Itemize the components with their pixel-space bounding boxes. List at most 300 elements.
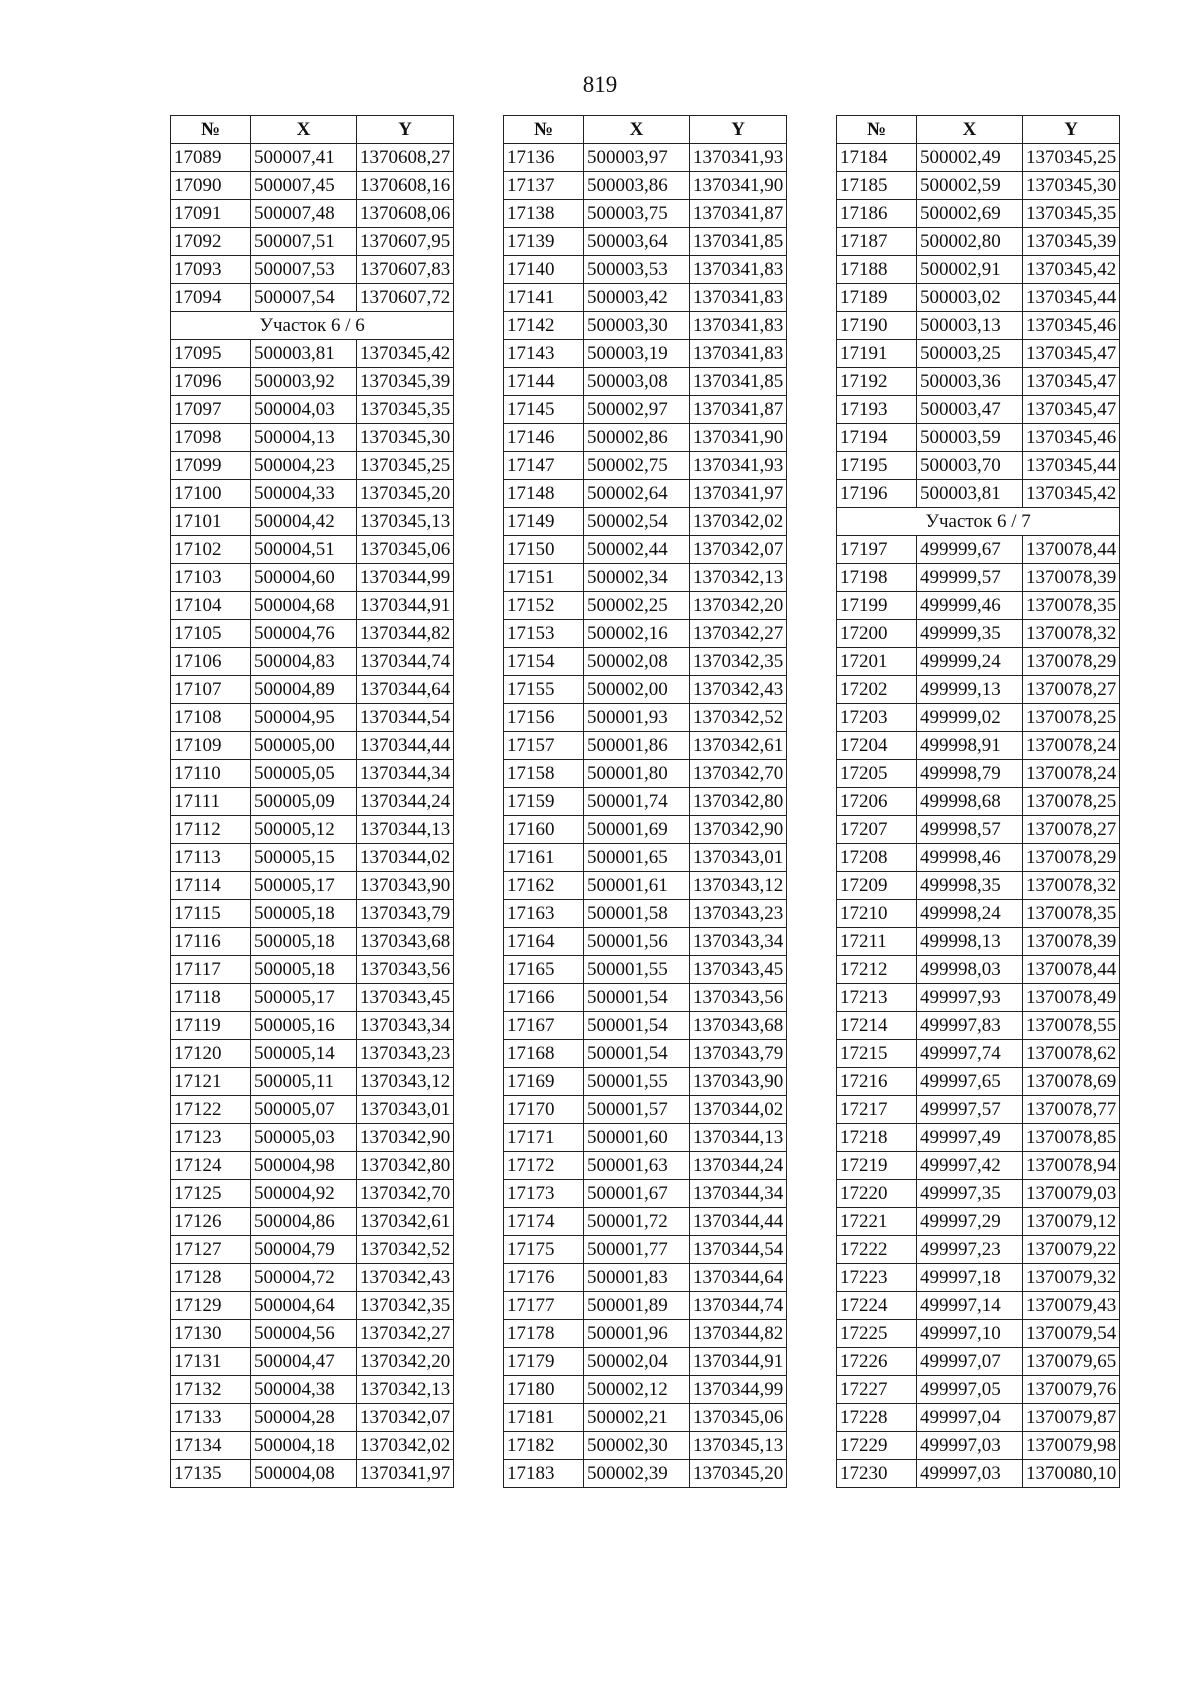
x-coordinate-cell: 500001,63 <box>584 1152 690 1180</box>
table-row <box>837 368 1120 396</box>
section-row <box>837 508 1120 536</box>
point-number-cell: 17203 <box>837 704 917 732</box>
table-row <box>837 788 1120 816</box>
table-row <box>837 760 1120 788</box>
point-number-cell: 17108 <box>171 704 251 732</box>
y-coordinate-cell: 1370343,45 <box>357 984 454 1012</box>
y-coordinate-cell: 1370079,87 <box>1023 1404 1120 1432</box>
x-coordinate-cell: 499997,03 <box>917 1460 1023 1488</box>
point-number-cell: 17207 <box>837 816 917 844</box>
x-coordinate-cell: 499997,04 <box>917 1404 1023 1432</box>
x-coordinate-cell: 500002,64 <box>584 480 690 508</box>
y-coordinate-cell: 1370079,12 <box>1023 1208 1120 1236</box>
y-coordinate-cell: 1370343,56 <box>357 956 454 984</box>
y-coordinate-cell: 1370344,02 <box>357 844 454 872</box>
point-number-cell: 17150 <box>504 536 584 564</box>
table-row <box>837 480 1120 508</box>
point-number-cell: 17230 <box>837 1460 917 1488</box>
table-row <box>504 676 787 704</box>
point-number-cell: 17192 <box>837 368 917 396</box>
table-row <box>171 844 454 872</box>
table-row <box>171 816 454 844</box>
y-coordinate-cell: 1370078,77 <box>1023 1096 1120 1124</box>
table-row <box>504 1376 787 1404</box>
x-coordinate-cell: 500004,68 <box>251 592 357 620</box>
y-coordinate-cell: 1370342,90 <box>690 816 787 844</box>
point-number-cell: 17140 <box>504 256 584 284</box>
x-coordinate-cell: 500007,41 <box>251 144 357 172</box>
y-coordinate-cell: 1370345,20 <box>357 480 454 508</box>
y-coordinate-cell: 1370344,74 <box>690 1292 787 1320</box>
y-coordinate-cell: 1370345,39 <box>357 368 454 396</box>
y-coordinate-cell: 1370078,49 <box>1023 984 1120 1012</box>
y-coordinate-cell: 1370344,99 <box>690 1376 787 1404</box>
x-coordinate-cell: 500002,08 <box>584 648 690 676</box>
table-row <box>837 172 1120 200</box>
y-coordinate-cell: 1370079,65 <box>1023 1348 1120 1376</box>
x-coordinate-cell: 500003,86 <box>584 172 690 200</box>
point-number-cell: 17126 <box>171 1208 251 1236</box>
y-coordinate-cell: 1370345,30 <box>357 424 454 452</box>
y-coordinate-cell: 1370345,42 <box>1023 480 1120 508</box>
point-number-cell: 17163 <box>504 900 584 928</box>
x-coordinate-cell: 500005,11 <box>251 1068 357 1096</box>
header-row <box>504 116 787 144</box>
table-row <box>837 144 1120 172</box>
y-coordinate-cell: 1370344,44 <box>357 732 454 760</box>
table-row <box>171 1012 454 1040</box>
y-coordinate-cell: 1370342,13 <box>690 564 787 592</box>
point-number-cell: 17221 <box>837 1208 917 1236</box>
point-number-cell: 17109 <box>171 732 251 760</box>
table-row <box>171 900 454 928</box>
table-row <box>171 1432 454 1460</box>
y-coordinate-cell: 1370343,12 <box>690 872 787 900</box>
y-coordinate-cell: 1370344,34 <box>690 1180 787 1208</box>
y-coordinate-cell: 1370342,20 <box>357 1348 454 1376</box>
table-row <box>504 1292 787 1320</box>
y-coordinate-cell: 1370342,90 <box>357 1124 454 1152</box>
x-coordinate-cell: 500002,75 <box>584 452 690 480</box>
y-coordinate-cell: 1370078,39 <box>1023 928 1120 956</box>
x-coordinate-cell: 500001,65 <box>584 844 690 872</box>
x-coordinate-cell: 499997,83 <box>917 1012 1023 1040</box>
point-number-cell: 17200 <box>837 620 917 648</box>
x-coordinate-cell: 500003,70 <box>917 452 1023 480</box>
point-number-cell: 17170 <box>504 1096 584 1124</box>
y-coordinate-cell: 1370342,80 <box>357 1152 454 1180</box>
table-row <box>504 424 787 452</box>
y-coordinate-cell: 1370342,80 <box>690 788 787 816</box>
y-coordinate-cell: 1370345,47 <box>1023 396 1120 424</box>
point-number-cell: 17162 <box>504 872 584 900</box>
x-coordinate-cell: 500002,97 <box>584 396 690 424</box>
table-row <box>171 928 454 956</box>
point-number-cell: 17122 <box>171 1096 251 1124</box>
x-coordinate-cell: 500004,03 <box>251 396 357 424</box>
point-number-cell: 17191 <box>837 340 917 368</box>
y-coordinate-cell: 1370078,55 <box>1023 1012 1120 1040</box>
point-number-cell: 17209 <box>837 872 917 900</box>
table-row <box>837 1264 1120 1292</box>
table-row <box>171 620 454 648</box>
point-number-cell: 17093 <box>171 256 251 284</box>
y-coordinate-cell: 1370344,91 <box>357 592 454 620</box>
table-row <box>504 956 787 984</box>
point-number-cell: 17198 <box>837 564 917 592</box>
y-coordinate-cell: 1370344,91 <box>690 1348 787 1376</box>
point-number-cell: 17159 <box>504 788 584 816</box>
point-number-cell: 17097 <box>171 396 251 424</box>
x-coordinate-cell: 500001,61 <box>584 872 690 900</box>
y-coordinate-cell: 1370344,82 <box>357 620 454 648</box>
y-coordinate-cell: 1370344,02 <box>690 1096 787 1124</box>
point-number-cell: 17142 <box>504 312 584 340</box>
table-row <box>504 620 787 648</box>
x-coordinate-cell: 500001,60 <box>584 1124 690 1152</box>
x-coordinate-cell: 499998,68 <box>917 788 1023 816</box>
table-row <box>171 508 454 536</box>
table-row <box>837 1320 1120 1348</box>
x-coordinate-cell: 500001,72 <box>584 1208 690 1236</box>
header-no: № <box>837 116 917 144</box>
y-coordinate-cell: 1370344,99 <box>357 564 454 592</box>
point-number-cell: 17219 <box>837 1152 917 1180</box>
table-row <box>837 1460 1120 1488</box>
x-coordinate-cell: 499998,91 <box>917 732 1023 760</box>
point-number-cell: 17174 <box>504 1208 584 1236</box>
x-coordinate-cell: 500002,49 <box>917 144 1023 172</box>
x-coordinate-cell: 500001,55 <box>584 1068 690 1096</box>
y-coordinate-cell: 1370078,24 <box>1023 760 1120 788</box>
x-coordinate-cell: 500005,18 <box>251 900 357 928</box>
point-number-cell: 17089 <box>171 144 251 172</box>
x-coordinate-cell: 499998,57 <box>917 816 1023 844</box>
point-number-cell: 17131 <box>171 1348 251 1376</box>
table-row <box>837 312 1120 340</box>
y-coordinate-cell: 1370345,20 <box>690 1460 787 1488</box>
y-coordinate-cell: 1370343,90 <box>690 1068 787 1096</box>
x-coordinate-cell: 499998,13 <box>917 928 1023 956</box>
x-coordinate-cell: 500001,55 <box>584 956 690 984</box>
point-number-cell: 17194 <box>837 424 917 452</box>
table-row <box>504 704 787 732</box>
y-coordinate-cell: 1370345,13 <box>690 1432 787 1460</box>
x-coordinate-cell: 500001,54 <box>584 1040 690 1068</box>
table-row <box>504 1348 787 1376</box>
table-row <box>171 1292 454 1320</box>
y-coordinate-cell: 1370345,06 <box>690 1404 787 1432</box>
header-x: X <box>917 116 1023 144</box>
x-coordinate-cell: 500005,09 <box>251 788 357 816</box>
x-coordinate-cell: 499997,42 <box>917 1152 1023 1180</box>
point-number-cell: 17123 <box>171 1124 251 1152</box>
point-number-cell: 17129 <box>171 1292 251 1320</box>
coordinate-table-right <box>836 115 1120 1488</box>
table-row <box>171 256 454 284</box>
x-coordinate-cell: 500001,80 <box>584 760 690 788</box>
table-row <box>837 564 1120 592</box>
header-row <box>837 116 1120 144</box>
point-number-cell: 17196 <box>837 480 917 508</box>
point-number-cell: 17160 <box>504 816 584 844</box>
header-y: Y <box>357 116 454 144</box>
x-coordinate-cell: 500003,53 <box>584 256 690 284</box>
x-coordinate-cell: 499997,07 <box>917 1348 1023 1376</box>
y-coordinate-cell: 1370078,29 <box>1023 844 1120 872</box>
x-coordinate-cell: 500003,36 <box>917 368 1023 396</box>
y-coordinate-cell: 1370345,30 <box>1023 172 1120 200</box>
table-row <box>171 676 454 704</box>
table-row <box>171 452 454 480</box>
point-number-cell: 17114 <box>171 872 251 900</box>
y-coordinate-cell: 1370341,87 <box>690 396 787 424</box>
x-coordinate-cell: 500002,86 <box>584 424 690 452</box>
point-number-cell: 17168 <box>504 1040 584 1068</box>
x-coordinate-cell: 500005,15 <box>251 844 357 872</box>
table-row <box>171 760 454 788</box>
y-coordinate-cell: 1370344,54 <box>357 704 454 732</box>
table-row <box>504 592 787 620</box>
x-coordinate-cell: 500002,91 <box>917 256 1023 284</box>
x-coordinate-cell: 500003,92 <box>251 368 357 396</box>
table-row <box>837 1236 1120 1264</box>
x-coordinate-cell: 499997,18 <box>917 1264 1023 1292</box>
x-coordinate-cell: 500004,38 <box>251 1376 357 1404</box>
x-coordinate-cell: 500004,98 <box>251 1152 357 1180</box>
table-row <box>171 956 454 984</box>
table-row <box>837 648 1120 676</box>
point-number-cell: 17157 <box>504 732 584 760</box>
x-coordinate-cell: 500002,30 <box>584 1432 690 1460</box>
y-coordinate-cell: 1370342,35 <box>690 648 787 676</box>
x-coordinate-cell: 500004,64 <box>251 1292 357 1320</box>
point-number-cell: 17195 <box>837 452 917 480</box>
x-coordinate-cell: 499997,10 <box>917 1320 1023 1348</box>
x-coordinate-cell: 500004,89 <box>251 676 357 704</box>
table-row <box>504 1180 787 1208</box>
table-row <box>837 872 1120 900</box>
point-number-cell: 17154 <box>504 648 584 676</box>
y-coordinate-cell: 1370079,76 <box>1023 1376 1120 1404</box>
y-coordinate-cell: 1370608,06 <box>357 200 454 228</box>
y-coordinate-cell: 1370079,03 <box>1023 1180 1120 1208</box>
point-number-cell: 17128 <box>171 1264 251 1292</box>
point-number-cell: 17222 <box>837 1236 917 1264</box>
point-number-cell: 17171 <box>504 1124 584 1152</box>
y-coordinate-cell: 1370342,35 <box>357 1292 454 1320</box>
table-row <box>171 536 454 564</box>
table-row <box>837 1208 1120 1236</box>
table-row <box>837 1068 1120 1096</box>
point-number-cell: 17113 <box>171 844 251 872</box>
table-row <box>504 396 787 424</box>
y-coordinate-cell: 1370078,24 <box>1023 732 1120 760</box>
point-number-cell: 17132 <box>171 1376 251 1404</box>
point-number-cell: 17152 <box>504 592 584 620</box>
table-row <box>837 844 1120 872</box>
point-number-cell: 17139 <box>504 228 584 256</box>
point-number-cell: 17106 <box>171 648 251 676</box>
x-coordinate-cell: 500003,42 <box>584 284 690 312</box>
table-row <box>837 1180 1120 1208</box>
y-coordinate-cell: 1370345,46 <box>1023 424 1120 452</box>
point-number-cell: 17175 <box>504 1236 584 1264</box>
point-number-cell: 17214 <box>837 1012 917 1040</box>
table-row <box>504 1124 787 1152</box>
point-number-cell: 17127 <box>171 1236 251 1264</box>
point-number-cell: 17117 <box>171 956 251 984</box>
y-coordinate-cell: 1370343,79 <box>357 900 454 928</box>
point-number-cell: 17177 <box>504 1292 584 1320</box>
y-coordinate-cell: 1370078,39 <box>1023 564 1120 592</box>
point-number-cell: 17164 <box>504 928 584 956</box>
table-row <box>504 732 787 760</box>
x-coordinate-cell: 500003,64 <box>584 228 690 256</box>
y-coordinate-cell: 1370342,02 <box>357 1432 454 1460</box>
point-number-cell: 17105 <box>171 620 251 648</box>
table-row <box>504 452 787 480</box>
table-row <box>171 368 454 396</box>
y-coordinate-cell: 1370342,61 <box>690 732 787 760</box>
point-number-cell: 17213 <box>837 984 917 1012</box>
table-row <box>171 1208 454 1236</box>
table-row <box>837 732 1120 760</box>
point-number-cell: 17228 <box>837 1404 917 1432</box>
table-row <box>171 396 454 424</box>
point-number-cell: 17116 <box>171 928 251 956</box>
point-number-cell: 17186 <box>837 200 917 228</box>
point-number-cell: 17112 <box>171 816 251 844</box>
x-coordinate-cell: 500002,12 <box>584 1376 690 1404</box>
x-coordinate-cell: 500001,74 <box>584 788 690 816</box>
x-coordinate-cell: 500003,75 <box>584 200 690 228</box>
y-coordinate-cell: 1370341,87 <box>690 200 787 228</box>
table-row <box>171 788 454 816</box>
point-number-cell: 17099 <box>171 452 251 480</box>
point-number-cell: 17182 <box>504 1432 584 1460</box>
point-number-cell: 17205 <box>837 760 917 788</box>
table-row <box>171 732 454 760</box>
x-coordinate-cell: 500001,56 <box>584 928 690 956</box>
point-number-cell: 17204 <box>837 732 917 760</box>
table-row <box>837 228 1120 256</box>
y-coordinate-cell: 1370342,27 <box>690 620 787 648</box>
y-coordinate-cell: 1370342,43 <box>690 676 787 704</box>
x-coordinate-cell: 500005,18 <box>251 928 357 956</box>
point-number-cell: 17158 <box>504 760 584 788</box>
y-coordinate-cell: 1370344,24 <box>357 788 454 816</box>
table-row <box>171 1264 454 1292</box>
y-coordinate-cell: 1370079,54 <box>1023 1320 1120 1348</box>
point-number-cell: 17216 <box>837 1068 917 1096</box>
point-number-cell: 17124 <box>171 1152 251 1180</box>
point-number-cell: 17189 <box>837 284 917 312</box>
table-row <box>837 620 1120 648</box>
y-coordinate-cell: 1370078,85 <box>1023 1124 1120 1152</box>
x-coordinate-cell: 499999,57 <box>917 564 1023 592</box>
y-coordinate-cell: 1370341,83 <box>690 312 787 340</box>
table-row <box>837 396 1120 424</box>
table-row <box>837 1040 1120 1068</box>
x-coordinate-cell: 500004,79 <box>251 1236 357 1264</box>
y-coordinate-cell: 1370608,16 <box>357 172 454 200</box>
x-coordinate-cell: 499997,23 <box>917 1236 1023 1264</box>
table-row <box>171 480 454 508</box>
table-row <box>504 788 787 816</box>
header-x: X <box>251 116 357 144</box>
x-coordinate-cell: 500003,02 <box>917 284 1023 312</box>
point-number-cell: 17135 <box>171 1460 251 1488</box>
y-coordinate-cell: 1370341,97 <box>690 480 787 508</box>
x-coordinate-cell: 500004,72 <box>251 1264 357 1292</box>
table-row <box>504 1320 787 1348</box>
point-number-cell: 17169 <box>504 1068 584 1096</box>
x-coordinate-cell: 500003,81 <box>917 480 1023 508</box>
point-number-cell: 17206 <box>837 788 917 816</box>
point-number-cell: 17179 <box>504 1348 584 1376</box>
point-number-cell: 17101 <box>171 508 251 536</box>
y-coordinate-cell: 1370078,69 <box>1023 1068 1120 1096</box>
y-coordinate-cell: 1370341,85 <box>690 228 787 256</box>
x-coordinate-cell: 500001,69 <box>584 816 690 844</box>
x-coordinate-cell: 500003,97 <box>584 144 690 172</box>
table-row <box>837 928 1120 956</box>
x-coordinate-cell: 500004,13 <box>251 424 357 452</box>
table-row <box>837 1096 1120 1124</box>
point-number-cell: 17125 <box>171 1180 251 1208</box>
y-coordinate-cell: 1370080,10 <box>1023 1460 1120 1488</box>
y-coordinate-cell: 1370342,27 <box>357 1320 454 1348</box>
y-coordinate-cell: 1370078,35 <box>1023 900 1120 928</box>
table-row <box>504 760 787 788</box>
y-coordinate-cell: 1370343,12 <box>357 1068 454 1096</box>
x-coordinate-cell: 500002,54 <box>584 508 690 536</box>
x-coordinate-cell: 500005,00 <box>251 732 357 760</box>
x-coordinate-cell: 499999,02 <box>917 704 1023 732</box>
table-row <box>504 1040 787 1068</box>
point-number-cell: 17211 <box>837 928 917 956</box>
point-number-cell: 17095 <box>171 340 251 368</box>
y-coordinate-cell: 1370344,13 <box>357 816 454 844</box>
table-row <box>171 592 454 620</box>
point-number-cell: 17146 <box>504 424 584 452</box>
point-number-cell: 17144 <box>504 368 584 396</box>
x-coordinate-cell: 500004,51 <box>251 536 357 564</box>
table-row <box>504 648 787 676</box>
point-number-cell: 17197 <box>837 536 917 564</box>
point-number-cell: 17188 <box>837 256 917 284</box>
x-coordinate-cell: 500004,47 <box>251 1348 357 1376</box>
x-coordinate-cell: 500002,39 <box>584 1460 690 1488</box>
y-coordinate-cell: 1370342,07 <box>690 536 787 564</box>
section-label: Участок 6 / 7 <box>837 508 1120 536</box>
x-coordinate-cell: 500001,54 <box>584 984 690 1012</box>
y-coordinate-cell: 1370343,45 <box>690 956 787 984</box>
y-coordinate-cell: 1370341,97 <box>357 1460 454 1488</box>
x-coordinate-cell: 500004,56 <box>251 1320 357 1348</box>
y-coordinate-cell: 1370343,01 <box>690 844 787 872</box>
point-number-cell: 17215 <box>837 1040 917 1068</box>
y-coordinate-cell: 1370078,25 <box>1023 704 1120 732</box>
y-coordinate-cell: 1370342,70 <box>690 760 787 788</box>
point-number-cell: 17156 <box>504 704 584 732</box>
x-coordinate-cell: 499997,65 <box>917 1068 1023 1096</box>
point-number-cell: 17136 <box>504 144 584 172</box>
table-row <box>837 536 1120 564</box>
table-row <box>171 1040 454 1068</box>
point-number-cell: 17130 <box>171 1320 251 1348</box>
